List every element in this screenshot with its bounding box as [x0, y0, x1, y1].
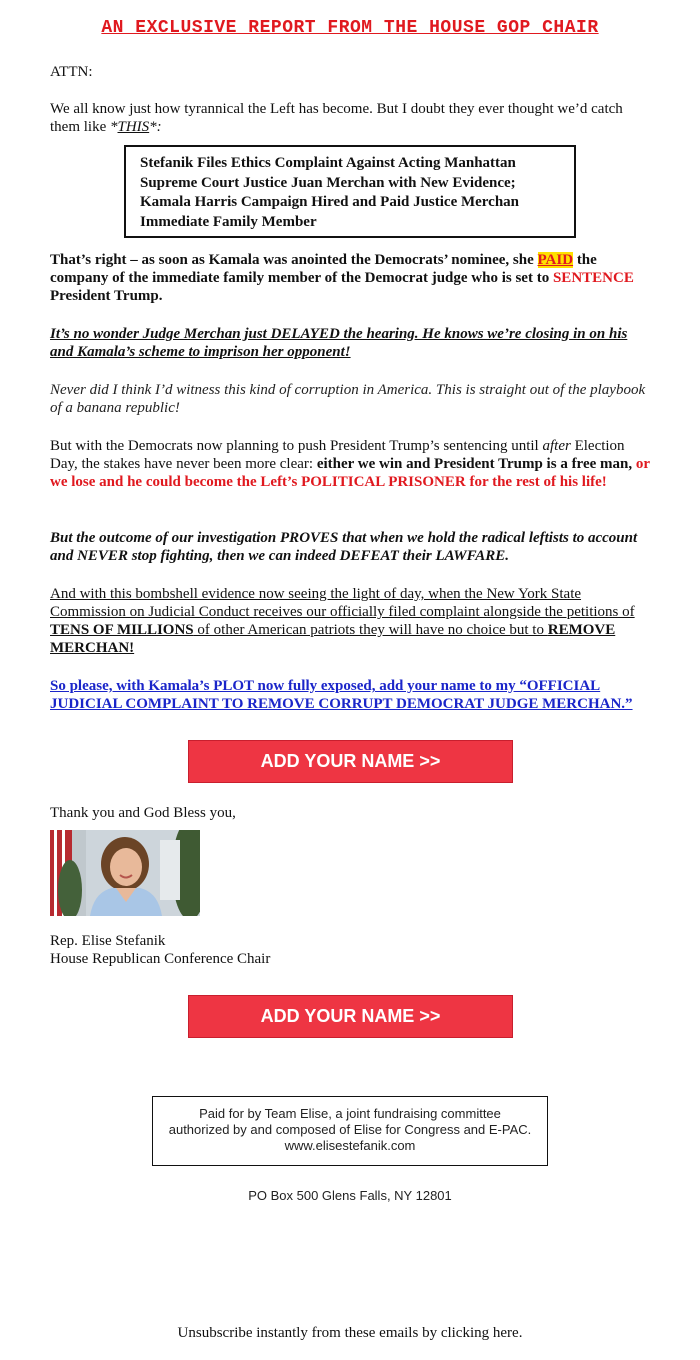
signature-name: Rep. Elise Stefanik: [50, 933, 166, 949]
add-your-name-button-bottom[interactable]: ADD YOUR NAME >>: [188, 995, 513, 1038]
paragraph-bombshell: [50, 585, 650, 657]
portrait-photo: [50, 830, 200, 916]
intro-paragraph: [50, 100, 650, 136]
paragraph-stakes: [50, 437, 650, 491]
para1-a: That’s right – as soon as Kamala was anointed the Democrats’ nominee, she: [50, 252, 538, 268]
para6-b: TENS OF MILLIONS: [50, 622, 194, 638]
para6-a: And with this bombshell evidence now seeing the light of day, when the New York State Commission on Judicial Conduct receives our officially filed complaint alongside the petitions of: [50, 586, 635, 620]
intro-emph-post: *:: [149, 119, 162, 135]
para6-c: of other American patriots they will have no choice but to: [193, 622, 548, 638]
para4-b: Election Day, the stakes have never been more clear:: [50, 438, 625, 472]
intro-emph: THIS: [117, 119, 150, 135]
para1-c: President Trump.: [50, 288, 163, 304]
paid-highlight: PAID: [537, 252, 574, 268]
intro-emph-pre: *: [110, 119, 118, 135]
paragraph-outcome: But the outcome of our investigation PROVES that when we hold the radical leftists to account and NEVER stop fighting, then we can indeed DEFEAT their LAWFARE.: [50, 530, 638, 564]
mailing-address: PO Box 500 Glens Falls, NY 12801: [248, 1188, 452, 1203]
paragraph-corruption: Never did I think I’d witness this kind of corruption in America. This is straight out of the playbook of a banana republic!: [50, 382, 646, 416]
para6-d: REMOVE MERCHAN!: [50, 622, 616, 656]
unsubscribe-link[interactable]: Unsubscribe instantly from these emails by clicking here.: [177, 1325, 523, 1341]
signoff: Thank you and God Bless you,: [50, 805, 236, 821]
para1-b: the company of the immediate family member of the Democrat judge who is set to: [50, 252, 597, 286]
para4-after: after: [542, 438, 571, 454]
paid-for-disclaimer: Paid for by Team Elise, a joint fundraising committee authorized by and composed of Elise for Congress and E-PAC. www.elisestefanik.com: [152, 1096, 548, 1166]
paragraph-paid: [50, 251, 650, 305]
para4-d: or we lose and he could become the Left’s POLITICAL PRISONER for the rest of his life!: [50, 456, 650, 490]
sentence-word: SENTENCE: [552, 270, 634, 286]
signature-title: House Republican Conference Chair: [50, 951, 271, 967]
para4-a: But with the Democrats now planning to push President Trump’s sentencing until: [50, 438, 543, 454]
paragraph-delayed: It’s no wonder Judge Merchan just DELAYED the hearing. He knows we’re closing in on his and Kamala’s scheme to imprison her opponent!: [50, 326, 628, 360]
add-your-name-button[interactable]: ADD YOUR NAME >>: [188, 740, 513, 783]
para4-c: either we win and President Trump is a free man,: [316, 456, 633, 472]
headline: AN EXCLUSIVE REPORT FROM THE HOUSE GOP CHAIR: [101, 18, 599, 38]
portrait-image: [50, 830, 200, 916]
boxed-headline: Stefanik Files Ethics Complaint Against Acting Manhattan Supreme Court Justice Juan Merchan with New Evidence; Kamala Harris Campaign Hired and Paid Justice Merchan Immediate Family Member: [124, 145, 576, 238]
attn-line: ATTN:: [50, 64, 93, 80]
cta-link[interactable]: So please, with Kamala’s PLOT now fully exposed, add your name to my “OFFICIAL JUDICIAL COMPLAINT TO REMOVE CORRUPT DEMOCRAT JUDGE MERCHAN.”: [50, 678, 633, 712]
intro-text: We all know just how tyrannical the Left has become. But I doubt they ever thought we’d catch them like: [50, 101, 623, 135]
